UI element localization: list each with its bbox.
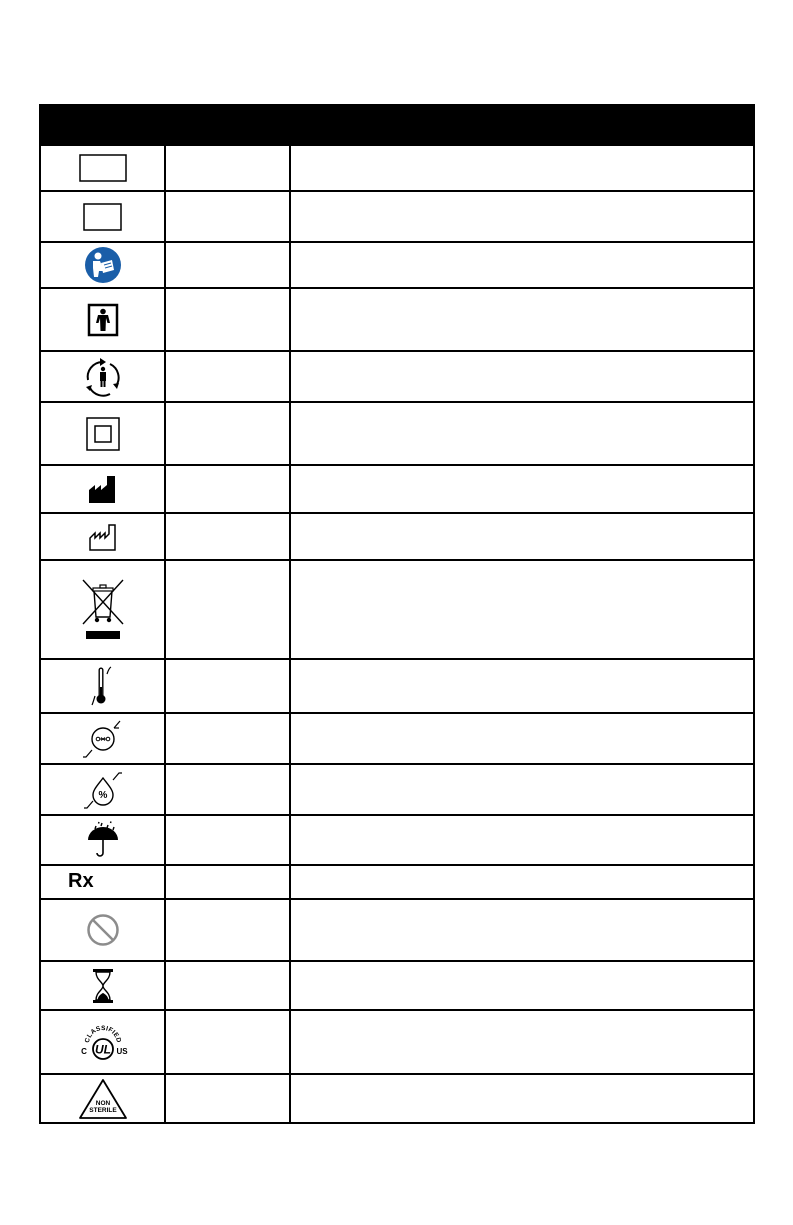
table-row	[41, 287, 753, 350]
symbol-title	[166, 714, 291, 763]
symbol-description	[291, 146, 753, 190]
non-sterile-icon	[78, 1078, 128, 1120]
temperature-limit-icon	[88, 665, 118, 707]
table-row	[41, 814, 753, 864]
symbol-title	[166, 900, 291, 960]
ul-classified-text: CLASSIFIED	[83, 1024, 122, 1044]
symbol-cell	[41, 352, 166, 401]
header-title	[166, 106, 291, 144]
symbol-title	[166, 816, 291, 864]
keep-dry-icon	[86, 821, 120, 859]
symbol-title	[166, 514, 291, 559]
symbol-description	[291, 289, 753, 350]
symbol-title	[166, 660, 291, 712]
table-row	[41, 712, 753, 763]
non-sterile-text-1: NON	[95, 1099, 110, 1107]
symbol-title	[166, 561, 291, 658]
table-row	[41, 401, 753, 464]
symbol-cell	[41, 146, 166, 190]
table-row	[41, 464, 753, 512]
symbol-description	[291, 816, 753, 864]
symbol-description	[291, 352, 753, 401]
symbol-title	[166, 1075, 291, 1122]
symbol-cell	[41, 1075, 166, 1122]
symbol-title	[166, 243, 291, 287]
symbols-table	[39, 104, 755, 1124]
ul-us-text: US	[115, 1047, 128, 1056]
table-row	[41, 241, 753, 287]
symbol-cell	[41, 514, 166, 559]
symbol-title	[166, 192, 291, 241]
ul-glyph: UL	[94, 1042, 111, 1057]
weee-crossed-bin-icon	[79, 578, 127, 642]
symbol-description	[291, 403, 753, 464]
single-patient-multiple-use-icon	[80, 356, 126, 398]
atmospheric-pressure-limit-icon	[82, 719, 124, 759]
symbol-cell	[41, 962, 166, 1009]
symbol-title	[166, 289, 291, 350]
symbol-description	[291, 243, 753, 287]
symbol-description	[291, 1075, 753, 1122]
symbol-cell	[41, 866, 166, 898]
table-row	[41, 512, 753, 559]
symbol-cell	[41, 192, 166, 241]
symbol-description	[291, 866, 753, 898]
table-row	[41, 144, 753, 190]
table-row	[41, 350, 753, 401]
symbol-cell	[41, 561, 166, 658]
symbol-cell	[41, 714, 166, 763]
table-row	[41, 960, 753, 1009]
humidity-limit-icon	[82, 770, 124, 810]
ul-classified-mark-icon	[75, 1020, 131, 1064]
table-row	[41, 190, 753, 241]
symbol-title	[166, 146, 291, 190]
non-sterile-text-2: STERILE	[88, 1106, 117, 1114]
symbol-cell	[41, 900, 166, 960]
symbol-description	[291, 192, 753, 241]
header-description	[291, 106, 753, 144]
symbol-cell	[41, 403, 166, 464]
consult-instructions-icon	[84, 246, 122, 284]
symbol-description	[291, 1011, 753, 1073]
type-bf-applied-part-icon	[87, 303, 119, 337]
table-row	[41, 1073, 753, 1122]
use-by-date-icon	[92, 968, 114, 1004]
symbol-cell	[41, 765, 166, 814]
symbol-description	[291, 514, 753, 559]
humidity-percent-glyph: %	[98, 789, 107, 801]
symbol-description	[291, 466, 753, 512]
table-row	[41, 1009, 753, 1073]
symbol-cell	[41, 289, 166, 350]
ref-box-icon	[79, 154, 127, 182]
class-ii-equipment-icon	[86, 417, 120, 451]
symbol-description	[291, 962, 753, 1009]
symbol-description	[291, 714, 753, 763]
manufacturer-icon	[88, 474, 118, 504]
table-row	[41, 763, 753, 814]
date-of-manufacture-icon	[88, 522, 118, 552]
prohibited-icon	[86, 913, 120, 947]
table-row	[41, 898, 753, 960]
symbol-cell	[41, 1011, 166, 1073]
ul-c-text: C	[80, 1047, 87, 1056]
symbol-description	[291, 660, 753, 712]
rx-glyph: Rx	[68, 870, 94, 892]
symbol-description	[291, 561, 753, 658]
symbol-description	[291, 900, 753, 960]
rx-only-icon	[67, 869, 97, 895]
symbol-cell	[41, 660, 166, 712]
symbol-title	[166, 403, 291, 464]
symbol-title	[166, 765, 291, 814]
symbol-cell	[41, 243, 166, 287]
symbol-cell	[41, 466, 166, 512]
symbol-title	[166, 962, 291, 1009]
table-row	[41, 864, 753, 898]
symbol-title	[166, 466, 291, 512]
symbol-title	[166, 866, 291, 898]
header-symbol	[41, 106, 166, 144]
symbol-title	[166, 352, 291, 401]
symbol-cell	[41, 816, 166, 864]
table-header	[41, 106, 753, 144]
lot-box-icon	[83, 203, 123, 231]
table-row	[41, 559, 753, 658]
table-row	[41, 658, 753, 712]
symbol-description	[291, 765, 753, 814]
symbol-title	[166, 1011, 291, 1073]
